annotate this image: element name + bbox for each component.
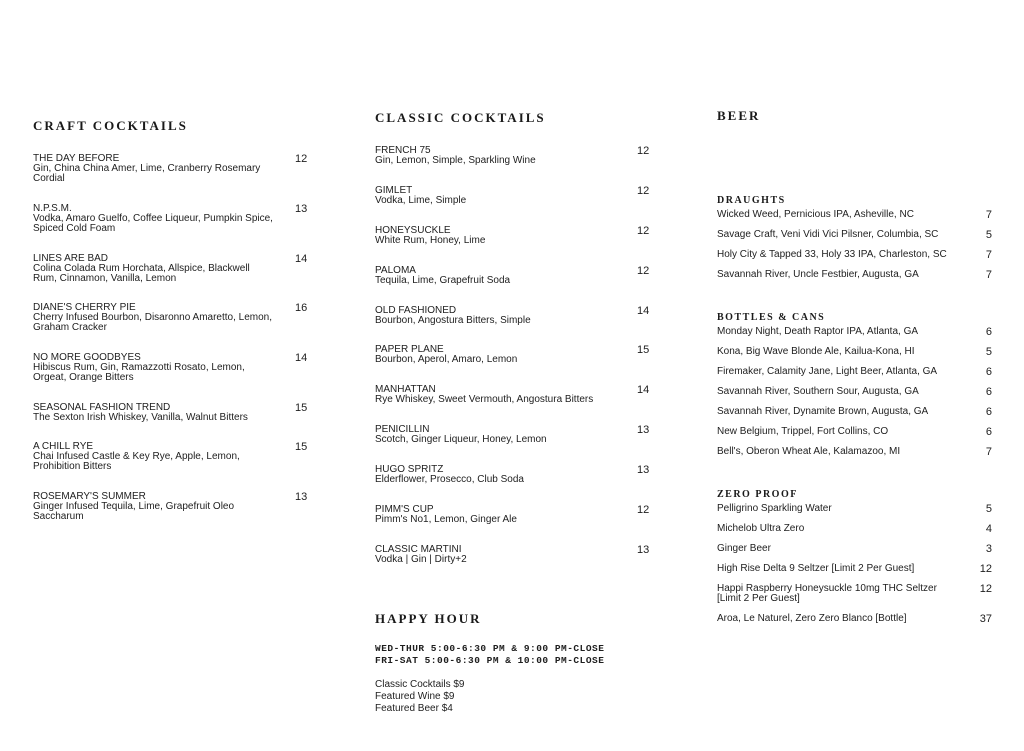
- item-description: Rye Whiskey, Sweet Vermouth, Angostura Bitters: [375, 394, 594, 405]
- beer-item: [717, 504, 992, 514]
- item-description: Pimm's No1, Lemon, Ginger Ale: [375, 514, 517, 525]
- item-description: Tequila, Lime, Grapefruit Soda: [375, 275, 511, 286]
- beer-price: 7: [985, 249, 992, 261]
- beer-price: 5: [985, 229, 992, 241]
- menu-item: [33, 402, 308, 423]
- item-price: 12: [295, 153, 308, 165]
- item-name: HONEYSUCKLE: [375, 225, 451, 236]
- beer-price: 7: [985, 209, 992, 221]
- item-description: Gin, China China Amer, Lime, Cranberry Rosemary Cordial: [33, 163, 261, 184]
- menu-item: [33, 203, 308, 234]
- beer-item: [717, 387, 992, 397]
- beer-price: 5: [985, 503, 992, 515]
- beer-name: Wicked Weed, Pernicious IPA, Asheville, NC: [717, 209, 914, 220]
- beer-name: Michelob Ultra Zero: [717, 523, 805, 534]
- item-description: Elderflower, Prosecco, Club Soda: [375, 474, 524, 485]
- item-price: 12: [637, 225, 650, 237]
- item-name: DIANE'S CHERRY PIE: [33, 302, 136, 313]
- item-price: 14: [295, 253, 308, 265]
- beer-item: [717, 524, 992, 534]
- beer-price: 6: [985, 406, 992, 418]
- beer-item: [717, 614, 992, 624]
- item-price: 15: [295, 402, 308, 414]
- beer-price: 6: [985, 426, 992, 438]
- item-name: GIMLET: [375, 185, 413, 196]
- beer-name: New Belgium, Trippel, Fort Collins, CO: [717, 426, 889, 437]
- item-description: Ginger Infused Tequila, Lime, Grapefruit Oleo Saccharum: [33, 501, 235, 522]
- beer-name: Kona, Big Wave Blonde Ale, Kailua-Kona, HI: [717, 346, 915, 357]
- beer-item: [717, 230, 992, 240]
- item-name: NO MORE GOODBYES: [33, 352, 141, 363]
- item-price: 12: [637, 185, 650, 197]
- item-price: 14: [637, 384, 650, 396]
- beer-item: [717, 584, 992, 604]
- menu-item: [375, 145, 650, 166]
- item-description: Vodka | Gin | Dirty+2: [375, 554, 467, 565]
- beer-price: 3: [985, 543, 992, 555]
- menu-item: [375, 384, 650, 405]
- section-title: CRAFT COCKTAILS: [33, 118, 188, 133]
- beer-price: 7: [985, 446, 992, 458]
- zero-proof-title: ZERO PROOF: [717, 489, 798, 500]
- happy-hour-deal: Featured Beer $4: [375, 703, 453, 714]
- beer-price: 4: [985, 523, 992, 535]
- item-name: PIMM'S CUP: [375, 504, 434, 515]
- happy-hour-times: [375, 643, 604, 667]
- beer-price: 7: [985, 269, 992, 281]
- menu-item: [375, 544, 650, 565]
- beer-item: [717, 347, 992, 357]
- item-price: 13: [637, 424, 650, 436]
- item-name: LINES ARE BAD: [33, 253, 109, 264]
- item-description: Chai Infused Castle & Key Rye, Apple, Lemon, Prohibition Bitters: [33, 451, 240, 472]
- beer-name: Monday Night, Death Raptor IPA, Atlanta, GA: [717, 326, 919, 337]
- item-price: 15: [637, 344, 650, 356]
- item-name: THE DAY BEFORE: [33, 153, 120, 164]
- beer-price: 12: [979, 563, 992, 575]
- item-name: PENICILLIN: [375, 424, 430, 435]
- happy-hour-time: FRI-SAT 5:00-6:30 PM & 10:00 PM-CLOSE: [375, 655, 605, 666]
- item-description: Bourbon, Angostura Bitters, Simple: [375, 315, 531, 326]
- menu-item: [375, 305, 650, 326]
- happy-hour-deal: Featured Wine $9: [375, 691, 455, 702]
- item-description: The Sexton Irish Whiskey, Vanilla, Walnut Bitters: [33, 412, 248, 423]
- menu-item: [375, 504, 650, 525]
- item-name: FRENCH 75: [375, 145, 431, 156]
- beer-name: Ginger Beer: [717, 543, 771, 554]
- happy-hour-deal: Classic Cocktails $9: [375, 679, 465, 690]
- beer-price: 5: [985, 346, 992, 358]
- item-name: MANHATTAN: [375, 384, 436, 395]
- item-price: 12: [637, 145, 650, 157]
- item-description: Hibiscus Rum, Gin, Ramazzotti Rosato, Lemon, Orgeat, Orange Bitters: [33, 362, 245, 383]
- item-price: 13: [295, 203, 308, 215]
- item-name: HUGO SPRITZ: [375, 464, 444, 475]
- beer-name: Holy City & Tapped 33, Holy 33 IPA, Charleston, SC: [717, 249, 947, 260]
- bottles-cans-title: BOTTLES & CANS: [717, 312, 826, 323]
- item-name: PAPER PLANE: [375, 344, 444, 355]
- item-description: Vodka, Amaro Guelfo, Coffee Liqueur, Pumpkin Spice, Spiced Cold Foam: [33, 213, 273, 234]
- menu-item: [33, 153, 308, 184]
- beer-name: Savannah River, Dynamite Brown, Augusta, GA: [717, 406, 929, 417]
- menu-item: [33, 302, 308, 333]
- item-name: OLD FASHIONED: [375, 305, 457, 316]
- beer-price: 12: [979, 583, 992, 595]
- item-price: 15: [295, 441, 308, 453]
- item-description: Scotch, Ginger Liqueur, Honey, Lemon: [375, 434, 547, 445]
- menu-item: [375, 344, 650, 365]
- item-price: 12: [637, 504, 650, 516]
- beer-item: [717, 250, 992, 260]
- menu-item: [33, 491, 308, 522]
- item-price: 14: [295, 352, 308, 364]
- beer-name: High Rise Delta 9 Seltzer [Limit 2 Per Guest]: [717, 563, 915, 574]
- item-name: SEASONAL FASHION TREND: [33, 402, 171, 413]
- beer-section: [717, 0, 992, 751]
- beer-price: 6: [985, 386, 992, 398]
- beer-item: [717, 327, 992, 337]
- item-price: 13: [637, 544, 650, 556]
- item-description: Cherry Infused Bourbon, Disaronno Amaretto, Lemon, Graham Cracker: [33, 312, 273, 333]
- menu-item: [375, 265, 650, 286]
- beer-item: [717, 270, 992, 280]
- section-title: BEER: [717, 108, 761, 123]
- item-price: 16: [295, 302, 308, 314]
- beer-name: Bell's, Oberon Wheat Ale, Kalamazoo, MI: [717, 446, 901, 457]
- section-title: CLASSIC COCKTAILS: [375, 110, 546, 125]
- beer-item: [717, 564, 992, 574]
- classic-cocktails-section: [375, 0, 660, 751]
- beer-item: [717, 447, 992, 457]
- menu-item: [33, 253, 308, 284]
- item-description: Bourbon, Aperol, Amaro, Lemon: [375, 354, 518, 365]
- menu-item: [375, 424, 650, 445]
- happy-hour-title: HAPPY HOUR: [375, 611, 482, 626]
- item-price: 14: [637, 305, 650, 317]
- item-price: 13: [637, 464, 650, 476]
- beer-name: Savannah River, Uncle Festbier, Augusta, GA: [717, 269, 919, 280]
- craft-cocktails-section: [33, 0, 313, 751]
- menu-item: [375, 225, 650, 246]
- item-name: ROSEMARY'S SUMMER: [33, 491, 146, 502]
- item-price: 13: [295, 491, 308, 503]
- item-description: Vodka, Lime, Simple: [375, 195, 467, 206]
- beer-item: [717, 427, 992, 437]
- beer-name: Aroa, Le Naturel, Zero Zero Blanco [Bottle]: [717, 613, 907, 624]
- item-name: PALOMA: [375, 265, 416, 276]
- beer-name: Pelligrino Sparkling Water: [717, 503, 832, 514]
- draughts-title: DRAUGHTS: [717, 195, 786, 206]
- beer-price: 37: [979, 613, 992, 625]
- menu-item: [33, 441, 308, 472]
- menu-item: [33, 352, 308, 383]
- item-name: CLASSIC MARTINI: [375, 544, 462, 555]
- beer-price: 6: [985, 366, 992, 378]
- item-description: Gin, Lemon, Simple, Sparkling Wine: [375, 155, 536, 166]
- beer-item: [717, 210, 992, 220]
- beer-item: [717, 407, 992, 417]
- beer-name: Savage Craft, Veni Vidi Vici Pilsner, Columbia, SC: [717, 229, 939, 240]
- beer-name: Happi Raspberry Honeysuckle 10mg THC Seltzer [Limit 2 Per Guest]: [717, 583, 937, 604]
- item-name: A CHILL RYE: [33, 441, 94, 452]
- menu-item: [375, 464, 650, 485]
- happy-hour-deals: [375, 679, 464, 715]
- beer-item: [717, 367, 992, 377]
- beer-name: Firemaker, Calamity Jane, Light Beer, Atlanta, GA: [717, 366, 938, 377]
- beer-name: Savannah River, Southern Sour, Augusta, GA: [717, 386, 919, 397]
- beer-price: 6: [985, 326, 992, 338]
- happy-hour-time: WED-THUR 5:00-6:30 PM & 9:00 PM-CLOSE: [375, 643, 605, 654]
- item-price: 12: [637, 265, 650, 277]
- item-description: White Rum, Honey, Lime: [375, 235, 486, 246]
- item-description: Colina Colada Rum Horchata, Allspice, Blackwell Rum, Cinnamon, Vanilla, Lemon: [33, 263, 250, 284]
- beer-item: [717, 544, 992, 554]
- menu-item: [375, 185, 650, 206]
- item-name: N.P.S.M.: [33, 203, 72, 214]
